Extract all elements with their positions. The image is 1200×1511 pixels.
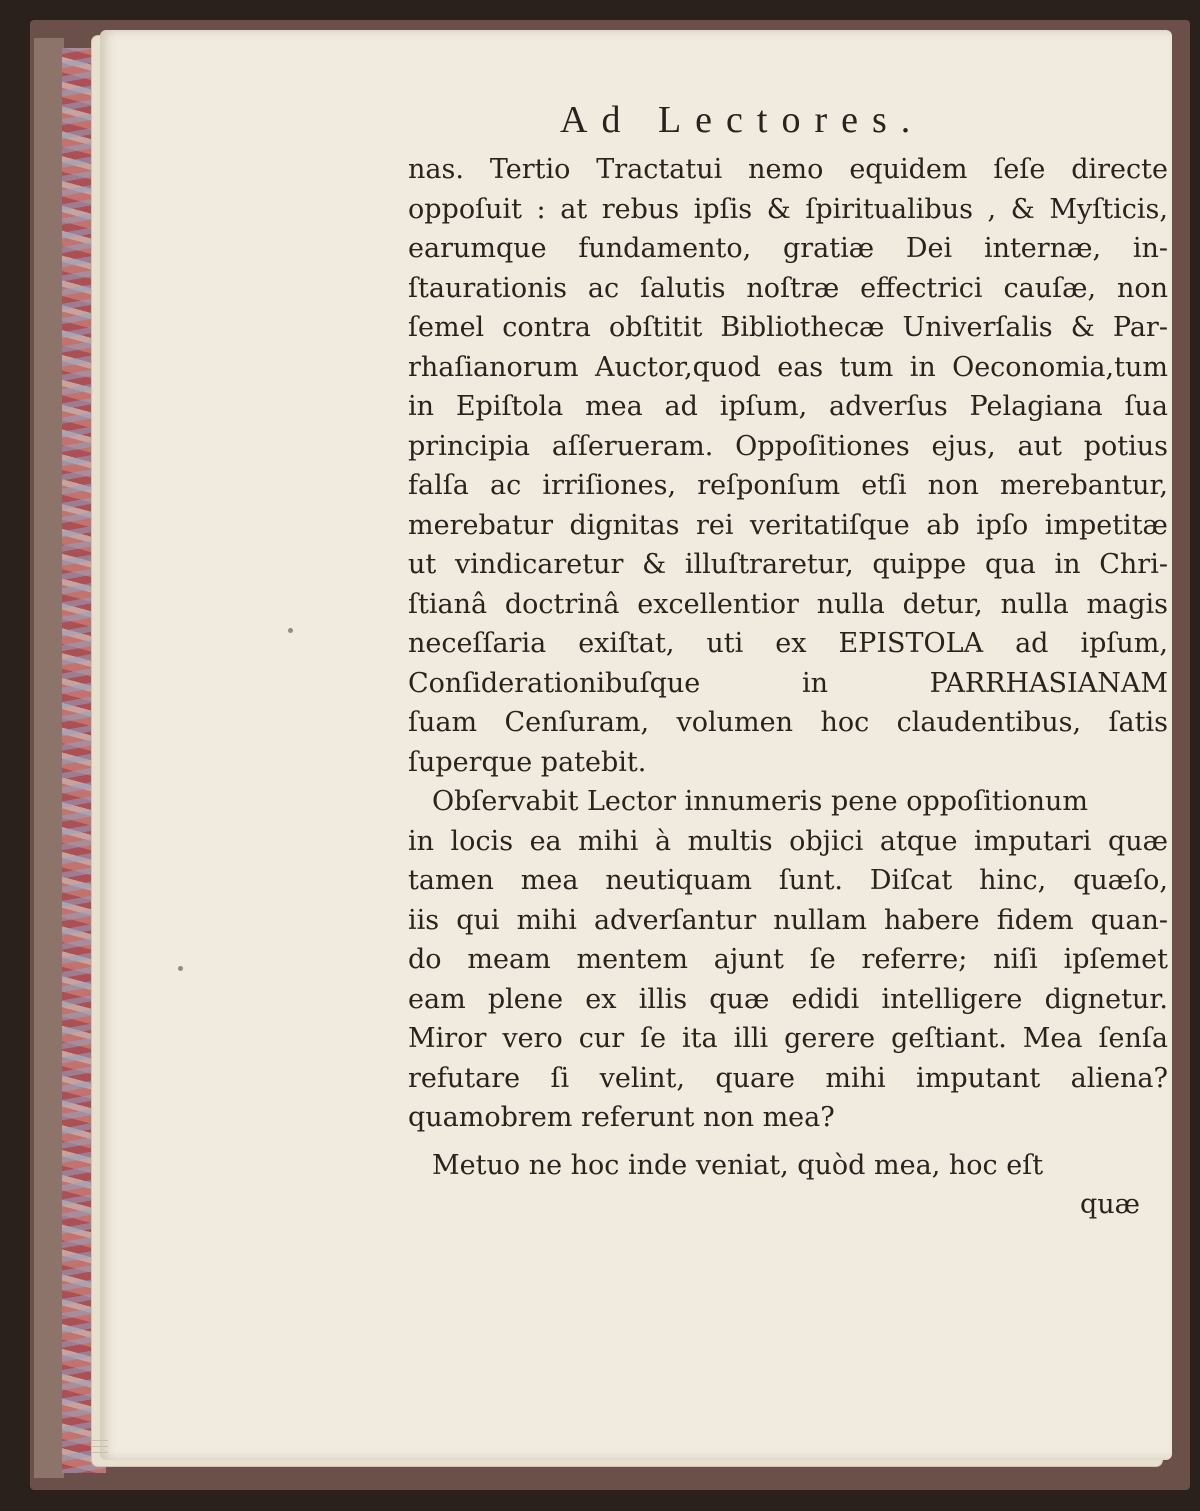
running-header: Ad Lectores. [560,99,925,141]
page-text [408,150,1168,1225]
text-line: ſemel contra obſtitit Bibliothecæ Univerſalis & Par- [408,312,1168,343]
book-spine [34,38,64,1478]
paper-speck [288,628,293,633]
page-edge-line [92,1440,108,1441]
paper-speck [178,966,183,971]
text-line: tamen mea neutiquam ſunt. Diſcat hinc, quæſo, [408,865,1168,896]
text-line: merebatur dignitas rei veritatiſque ab ipſo impetitæ [408,509,1168,541]
spacer [408,1138,1168,1146]
text-line: ſtaurationis ac ſalutis noſtræ effectrici cauſæ, non [408,272,1168,304]
text-line: ſuam Cenſuram, volumen hoc claudentibus, ſatis [408,707,1168,738]
text-line: principia aſſerueram. Oppoſitiones ejus, aut potius [408,430,1168,462]
page-edge-line [92,1452,108,1453]
text-line: rhaſianorum Auctor,quod eas tum in Oeconomia,tum [408,351,1168,383]
text-line: in Epiſtola mea ad ipſum, adverſus Pelagiana ſua [408,391,1168,422]
text-line: earumque fundamento, gratiæ Dei internæ, in- [408,233,1168,264]
page-edge-line [92,1446,108,1447]
text-line: iis qui mihi adverſantur nullam habere fidem quan- [408,904,1168,936]
text-line: ſuperque patebit. [408,746,647,778]
text-line: Obſervabit Lector innumeris pene oppoſitionum [432,786,1089,817]
text-line: quamobrem referunt non mea? [408,1102,835,1133]
text-line: eam plene ex illis quæ edidi intelligere dignetur. [408,983,1168,1015]
text-line: Metuo ne hoc inde veniat, quòd mea, hoc eſt [432,1149,1044,1181]
text-line: falſa ac irriſiones, reſponſum etſi non merebantur, [408,470,1168,501]
text-line: oppoſuit : at rebus ipſis & ſpiritualibus , & Myſticis, [408,193,1168,225]
text-line: in locis ea mihi à multis objici atque imputari quæ [408,825,1168,857]
text-line: nas. Tertio Tractatui nemo equidem ſeſe directe [408,154,1168,185]
text-line: Miror vero cur ſe ita illi gerere geſtiant. Mea ſenſa [408,1023,1168,1054]
catchword: quæ [1079,1189,1140,1220]
text-line: do meam mentem ajunt ſe referre; niſi ipſemet [408,944,1168,975]
text-line: refutare ſi velint, quare mihi imputant aliena? [408,1062,1168,1094]
text-line: ſtianâ doctrinâ excellentior nulla detur, nulla magis [408,588,1168,620]
text-line: Conſiderationibuſque in PARRHASIANAM [408,667,1168,699]
text-line: ut vindicaretur & illuſtraretur, quippe qua in Chri- [408,549,1168,580]
text-line: neceſſaria exiſtat, uti ex EPISTOLA ad ipſum, [408,628,1168,659]
